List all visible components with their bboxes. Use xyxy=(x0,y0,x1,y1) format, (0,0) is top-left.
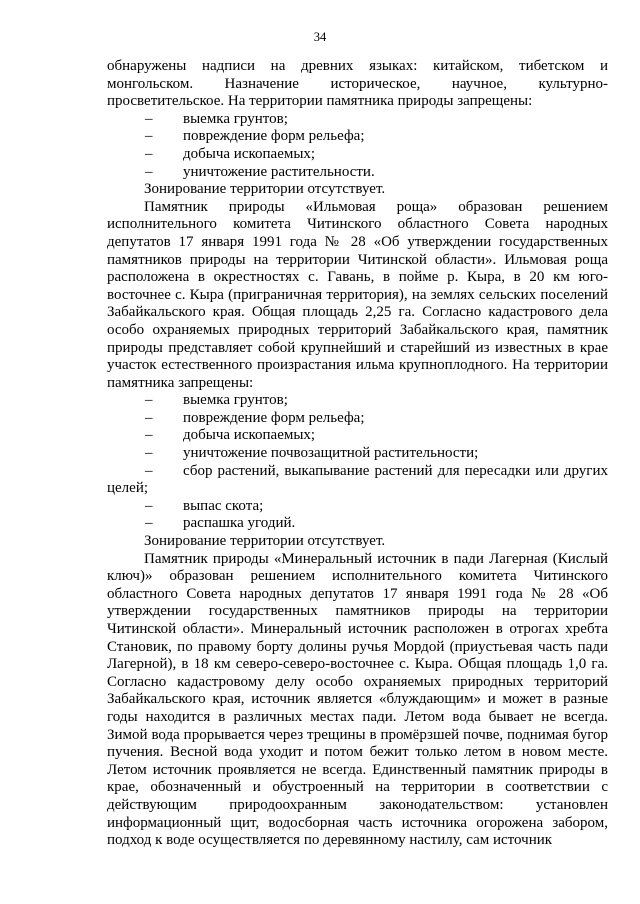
dash-marker: – xyxy=(145,445,153,462)
paragraph-2: Зонирование территории отсутствует. xyxy=(144,181,386,198)
paragraph-5: Памятник природы «Минеральный источник в пади Лагерная (Кислый ключ)» образован решением исполнительного комитета Читинского областного Совета народных депутатов 17 января 1991 года № 28 «Об утверждении государственных памятников природы на территории Читинской области». Минеральный источник расположен в отрогах хребта Становик, по правому борту долины ручья Мордой (приустьевая часть пади Лагерной), в 18 км северо-северо-восточнее с. Кыра. Общая площадь 1,0 га. Согласно кадастровому делу особо охраняемых природных территорий Забайкальского края, источник является «блуждающим» и может в разные годы находится в различных местах пади. Летом вода бывает не всегда. Зимой вода прорывается через трещины в промёрзшей почве, поднимая бугор пучения. Весной вода уходит и потом бежит только летом в новом месте. Летом источник проявляется не всегда. Единственный памятник природы в крае, обозначенный и обустроенный на территории в соответствии с действующим природоохранным законодательством: установлен информационный щит, водосборная часть источника огорожена забором, подход к воде осуществляется по деревянному настилу, сам источник xyxy=(107,550,608,849)
paragraph-4: Зонирование территории отсутствует. xyxy=(144,533,386,550)
prohibition-list-2 xyxy=(107,392,608,533)
dash-marker: – xyxy=(145,409,153,426)
list-item: – повреждение форм рельефа; xyxy=(145,409,365,426)
list-item: – уничтожение почвозащитной растительности; xyxy=(145,445,479,462)
list-item: – сбор растений, выкапывание растений для пересадки или других целей; xyxy=(107,462,608,497)
prohibition-list-1 xyxy=(107,111,608,181)
dash-marker: – xyxy=(145,462,153,479)
dash-marker: – xyxy=(145,427,153,444)
page-number: 34 xyxy=(313,30,327,44)
dash-marker: – xyxy=(145,110,153,127)
dash-marker: – xyxy=(145,497,153,514)
dash-marker: – xyxy=(145,163,153,180)
paragraph-1: обнаружены надписи на древних языках: китайском, тибетском и монгольском. Назначение историческое, научное, культурно-просветительское. На территории памятника природы запрещены: xyxy=(107,58,608,110)
list-item: – уничтожение растительности. xyxy=(145,163,375,180)
list-item: – добыча ископаемых; xyxy=(145,145,316,162)
list-item: – выемка грунтов; xyxy=(145,110,288,127)
dash-marker: – xyxy=(145,145,153,162)
list-item: – выемка грунтов; xyxy=(145,392,288,409)
dash-marker: – xyxy=(145,392,153,409)
dash-marker: – xyxy=(145,128,153,145)
list-item: – добыча ископаемых; xyxy=(145,427,316,444)
paragraph-3: Памятник природы «Ильмовая роща» образован решением исполнительного комитета Читинского областного Совета народных депутатов 17 января 1991 года № 28 «Об утверждении государственных памятников природы на территории Читинской области». Ильмовая роща расположена в окрестностях с. Гавань, в пойме р. Кыра, в 20 км юго-восточнее с. Кыра (приграничная территория), на землях сельских поселений Забайкальского края. Общая площадь 2,25 га. Согласно кадастрового дела особо охраняемых природных территорий Забайкальского края, памятник природы представляет собой крупнейший и старейший из известных в крае участок естественного произрастания ильма крупноплодного. На территории памятника запрещены: xyxy=(107,198,608,391)
dash-marker: – xyxy=(145,515,153,532)
list-item: – распашка угодий. xyxy=(145,515,296,532)
list-item: – повреждение форм рельефа; xyxy=(145,128,365,145)
document-body xyxy=(107,58,608,850)
list-item: – выпас скота; xyxy=(145,497,264,514)
